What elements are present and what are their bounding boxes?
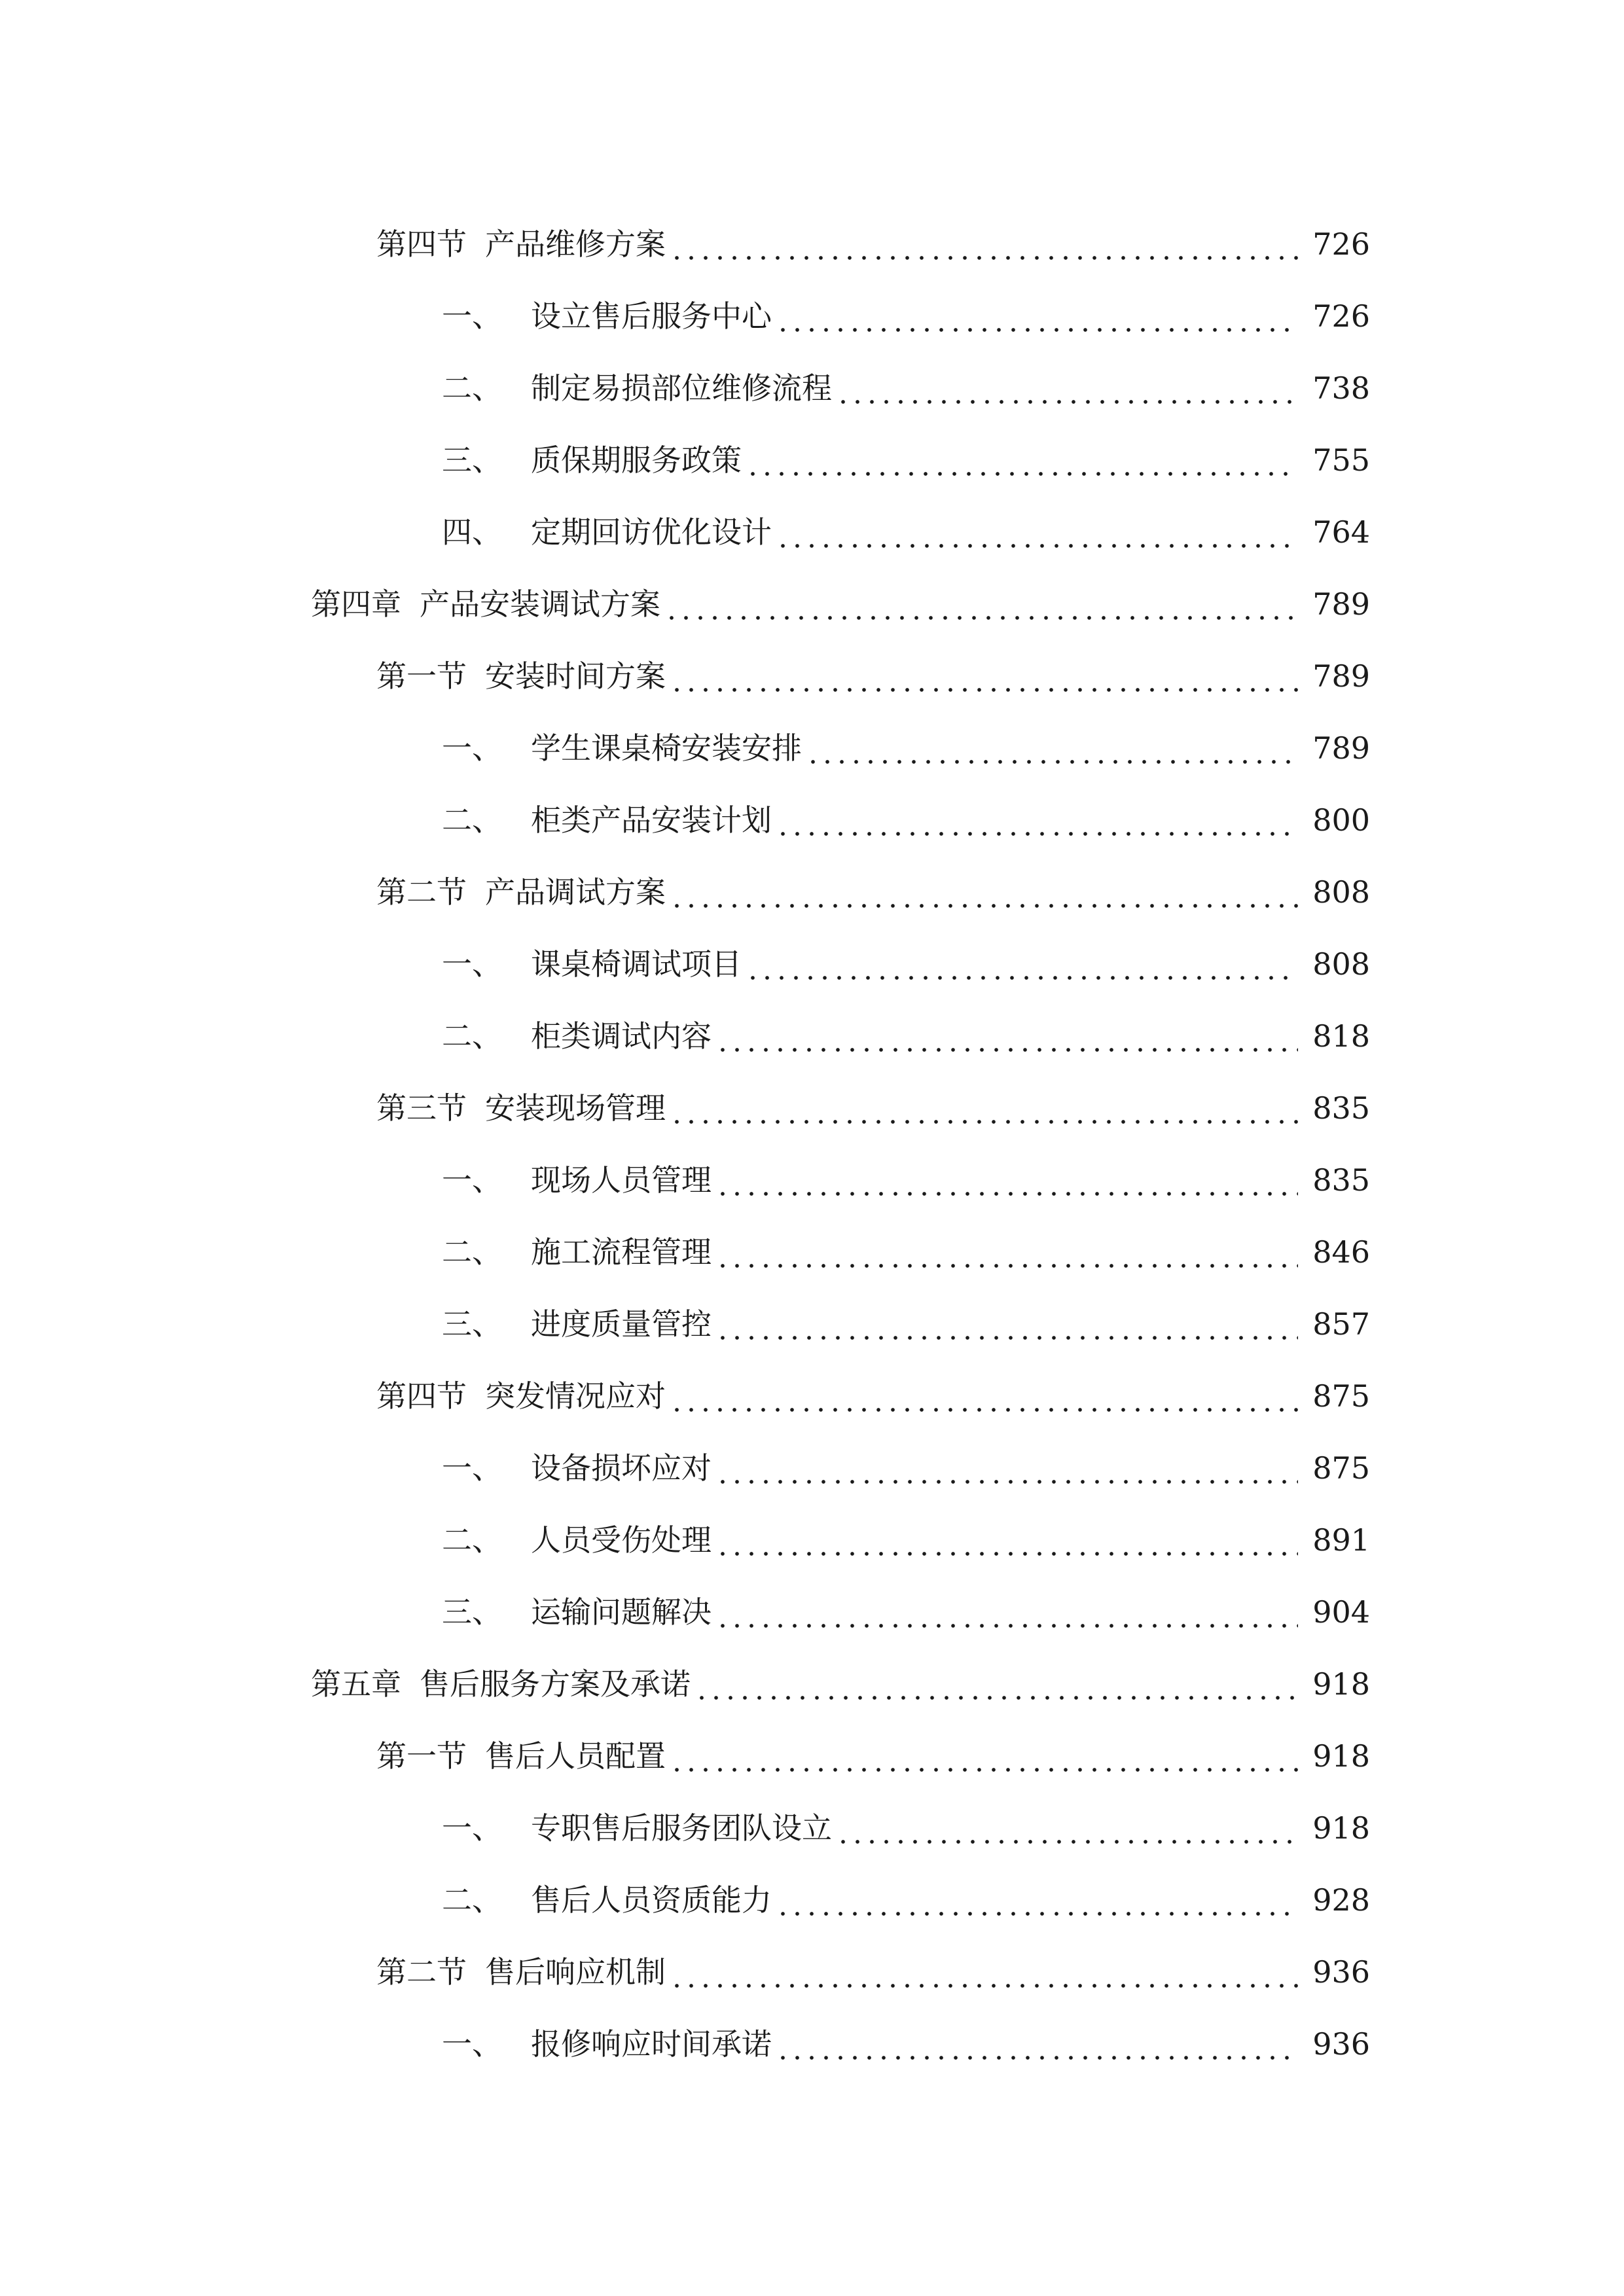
- toc-entry-number: 二、: [442, 1882, 502, 1918]
- toc-entry-title: 报修响应时间承诺: [531, 2026, 772, 2062]
- toc-entry-heading: [442, 730, 802, 766]
- toc-dot-leader: [664, 592, 1298, 622]
- toc-entry-page-number: 891: [1312, 1522, 1370, 1558]
- toc-dot-leader: [670, 1384, 1298, 1414]
- toc-entry-number: 一、: [442, 1450, 502, 1486]
- toc-entry-number: 三、: [442, 442, 502, 478]
- toc-entry-title: 学生课桌椅安装安排: [531, 730, 802, 766]
- toc-entry-heading: [376, 1090, 666, 1126]
- toc-entry-page-number: 738: [1312, 370, 1370, 406]
- toc-entry-title: 设备损坏应对: [531, 1450, 712, 1486]
- toc-entry-title: 柜类产品安装计划: [531, 802, 772, 838]
- toc-entry-number: 一、: [442, 298, 502, 334]
- toc-dot-leader: [836, 1816, 1298, 1846]
- toc-entry-number: 一、: [442, 730, 502, 766]
- toc-dot-leader: [670, 1096, 1298, 1126]
- toc-entry-heading: [442, 1810, 832, 1846]
- toc-entry[interactable]: [0, 496, 1624, 568]
- toc-entry-title: 产品维修方案: [485, 226, 666, 262]
- toc-entry-number: 二、: [442, 802, 502, 838]
- toc-entry-heading: [442, 1234, 712, 1270]
- toc-entry-heading: [376, 1738, 666, 1774]
- toc-dot-leader: [715, 1240, 1298, 1270]
- toc-entry-heading: [376, 658, 666, 694]
- toc-entry-title: 售后人员资质能力: [531, 1882, 772, 1918]
- toc-entry-heading: [376, 226, 666, 262]
- toc-entry-number: 第四节: [376, 226, 467, 262]
- toc-entry[interactable]: [0, 1864, 1624, 1936]
- toc-dot-leader: [715, 1312, 1298, 1342]
- toc-dot-leader: [695, 1672, 1298, 1702]
- toc-entry[interactable]: [0, 1216, 1624, 1288]
- toc-entry-title: 安装时间方案: [485, 658, 666, 694]
- toc-entry-heading: [442, 2026, 772, 2062]
- toc-dot-leader: [715, 1024, 1298, 1054]
- toc-entry-page-number: 818: [1312, 1018, 1370, 1054]
- toc-entry-page-number: 789: [1312, 730, 1370, 766]
- toc-dot-leader: [776, 1888, 1298, 1918]
- toc-dot-leader: [670, 232, 1298, 262]
- table-of-contents: [0, 208, 1624, 2080]
- toc-dot-leader: [670, 664, 1298, 694]
- toc-entry-number: 三、: [442, 1594, 502, 1630]
- toc-entry-number: 二、: [442, 1522, 502, 1558]
- toc-entry-page-number: 875: [1312, 1378, 1370, 1414]
- toc-entry-number: 第三节: [376, 1090, 467, 1126]
- toc-entry[interactable]: [0, 1576, 1624, 1648]
- toc-entry-number: 一、: [442, 946, 502, 982]
- toc-entry-title: 突发情况应对: [485, 1378, 666, 1414]
- toc-entry-heading: [442, 1162, 712, 1198]
- toc-dot-leader: [806, 736, 1298, 766]
- toc-entry-heading: [376, 1954, 666, 1990]
- toc-entry-page-number: 789: [1312, 586, 1370, 622]
- toc-entry-heading: [442, 946, 742, 982]
- toc-dot-leader: [670, 1960, 1298, 1990]
- toc-dot-leader: [836, 376, 1298, 406]
- toc-entry-number: 二、: [442, 370, 502, 406]
- toc-dot-leader: [746, 448, 1298, 478]
- toc-entry-page-number: 808: [1312, 946, 1370, 982]
- toc-entry-page-number: 726: [1312, 298, 1370, 334]
- toc-entry-heading: [442, 1450, 712, 1486]
- toc-entry-number: 一、: [442, 1810, 502, 1846]
- toc-entry-page-number: 918: [1312, 1738, 1370, 1774]
- toc-entry-page-number: 789: [1312, 658, 1370, 694]
- toc-entry-heading: [376, 874, 666, 910]
- toc-dot-leader: [746, 952, 1298, 982]
- toc-entry-number: 二、: [442, 1018, 502, 1054]
- toc-entry-heading: [376, 1378, 666, 1414]
- toc-entry-page-number: 764: [1312, 514, 1370, 550]
- toc-entry-title: 售后人员配置: [485, 1738, 666, 1774]
- toc-entry-page-number: 928: [1312, 1882, 1370, 1918]
- toc-entry-page-number: 835: [1312, 1162, 1370, 1198]
- toc-entry-title: 课桌椅调试项目: [531, 946, 742, 982]
- toc-entry-title: 安装现场管理: [485, 1090, 666, 1126]
- toc-entry-page-number: 808: [1312, 874, 1370, 910]
- toc-entry-number: 第一节: [376, 1738, 467, 1774]
- toc-entry[interactable]: [0, 640, 1624, 712]
- toc-entry-page-number: 936: [1312, 1954, 1370, 1990]
- toc-entry[interactable]: [0, 1288, 1624, 1360]
- toc-entry[interactable]: [0, 856, 1624, 928]
- toc-entry-title: 定期回访优化设计: [531, 514, 772, 550]
- toc-entry[interactable]: [0, 2008, 1624, 2080]
- toc-entry[interactable]: [0, 1144, 1624, 1216]
- toc-entry-heading: [442, 1594, 712, 1630]
- toc-entry[interactable]: [0, 1504, 1624, 1576]
- toc-entry[interactable]: [0, 1360, 1624, 1432]
- toc-entry-page-number: 846: [1312, 1234, 1370, 1270]
- toc-entry-page-number: 800: [1312, 802, 1370, 838]
- toc-entry[interactable]: [0, 424, 1624, 496]
- toc-entry-page-number: 857: [1312, 1306, 1370, 1342]
- toc-entry-number: 第四章: [311, 586, 401, 622]
- toc-entry[interactable]: [0, 1792, 1624, 1864]
- toc-entry-number: 三、: [442, 1306, 502, 1342]
- toc-dot-leader: [715, 1600, 1298, 1630]
- toc-entry[interactable]: [0, 352, 1624, 424]
- toc-entry[interactable]: [0, 1936, 1624, 2008]
- toc-entry[interactable]: [0, 280, 1624, 352]
- toc-dot-leader: [776, 520, 1298, 550]
- toc-entry-heading: [442, 514, 772, 550]
- toc-entry-heading: [311, 1666, 691, 1702]
- toc-entry-number: 二、: [442, 1234, 502, 1270]
- toc-entry[interactable]: [0, 784, 1624, 856]
- toc-entry-number: 第二节: [376, 1954, 467, 1990]
- toc-entry-number: 第二节: [376, 874, 467, 910]
- toc-entry[interactable]: [0, 568, 1624, 640]
- toc-dot-leader: [670, 1744, 1298, 1774]
- toc-entry[interactable]: [0, 208, 1624, 280]
- toc-entry-title: 产品调试方案: [485, 874, 666, 910]
- toc-entry[interactable]: [0, 1720, 1624, 1792]
- toc-entry-number: 一、: [442, 1162, 502, 1198]
- toc-entry-page-number: 904: [1312, 1594, 1370, 1630]
- toc-entry-heading: [442, 1882, 772, 1918]
- toc-entry-title: 制定易损部位维修流程: [531, 370, 832, 406]
- toc-entry-heading: [442, 1522, 712, 1558]
- toc-entry-title: 设立售后服务中心: [531, 298, 772, 334]
- toc-entry-number: 一、: [442, 2026, 502, 2062]
- toc-entry-title: 售后响应机制: [485, 1954, 666, 1990]
- toc-entry-page-number: 835: [1312, 1090, 1370, 1126]
- toc-entry-page-number: 918: [1312, 1810, 1370, 1846]
- toc-entry-title: 柜类调试内容: [531, 1018, 712, 1054]
- toc-entry[interactable]: [0, 928, 1624, 1000]
- toc-entry-heading: [311, 586, 660, 622]
- toc-entry-title: 产品安装调试方案: [420, 586, 660, 622]
- toc-entry-number: 第一节: [376, 658, 467, 694]
- toc-entry-title: 施工流程管理: [531, 1234, 712, 1270]
- toc-entry-title: 专职售后服务团队设立: [531, 1810, 832, 1846]
- toc-dot-leader: [715, 1168, 1298, 1198]
- toc-entry-title: 人员受伤处理: [531, 1522, 712, 1558]
- toc-entry-page-number: 936: [1312, 2026, 1370, 2062]
- toc-entry[interactable]: [0, 1000, 1624, 1072]
- toc-entry-heading: [442, 802, 772, 838]
- toc-entry-number: 第四节: [376, 1378, 467, 1414]
- toc-entry-title: 运输问题解决: [531, 1594, 712, 1630]
- toc-entry-heading: [442, 298, 772, 334]
- toc-entry-page-number: 755: [1312, 442, 1370, 478]
- toc-dot-leader: [776, 304, 1298, 334]
- toc-entry[interactable]: [0, 712, 1624, 784]
- toc-dot-leader: [715, 1456, 1298, 1486]
- toc-entry-title: 质保期服务政策: [531, 442, 742, 478]
- toc-dot-leader: [715, 1528, 1298, 1558]
- toc-entry-title: 售后服务方案及承诺: [420, 1666, 691, 1702]
- toc-entry-number: 第五章: [311, 1666, 401, 1702]
- toc-dot-leader: [776, 808, 1298, 838]
- toc-entry-page-number: 918: [1312, 1666, 1370, 1702]
- toc-entry-heading: [442, 442, 742, 478]
- toc-entry-heading: [442, 1018, 712, 1054]
- toc-entry-page-number: 726: [1312, 226, 1370, 262]
- toc-entry-heading: [442, 370, 832, 406]
- toc-entry[interactable]: [0, 1072, 1624, 1144]
- toc-entry-title: 进度质量管控: [531, 1306, 712, 1342]
- toc-dot-leader: [776, 2032, 1298, 2062]
- toc-entry[interactable]: [0, 1432, 1624, 1504]
- toc-entry-page-number: 875: [1312, 1450, 1370, 1486]
- toc-dot-leader: [670, 880, 1298, 910]
- toc-entry-heading: [442, 1306, 712, 1342]
- toc-entry-number: 四、: [442, 514, 502, 550]
- toc-entry[interactable]: [0, 1648, 1624, 1720]
- toc-entry-title: 现场人员管理: [531, 1162, 712, 1198]
